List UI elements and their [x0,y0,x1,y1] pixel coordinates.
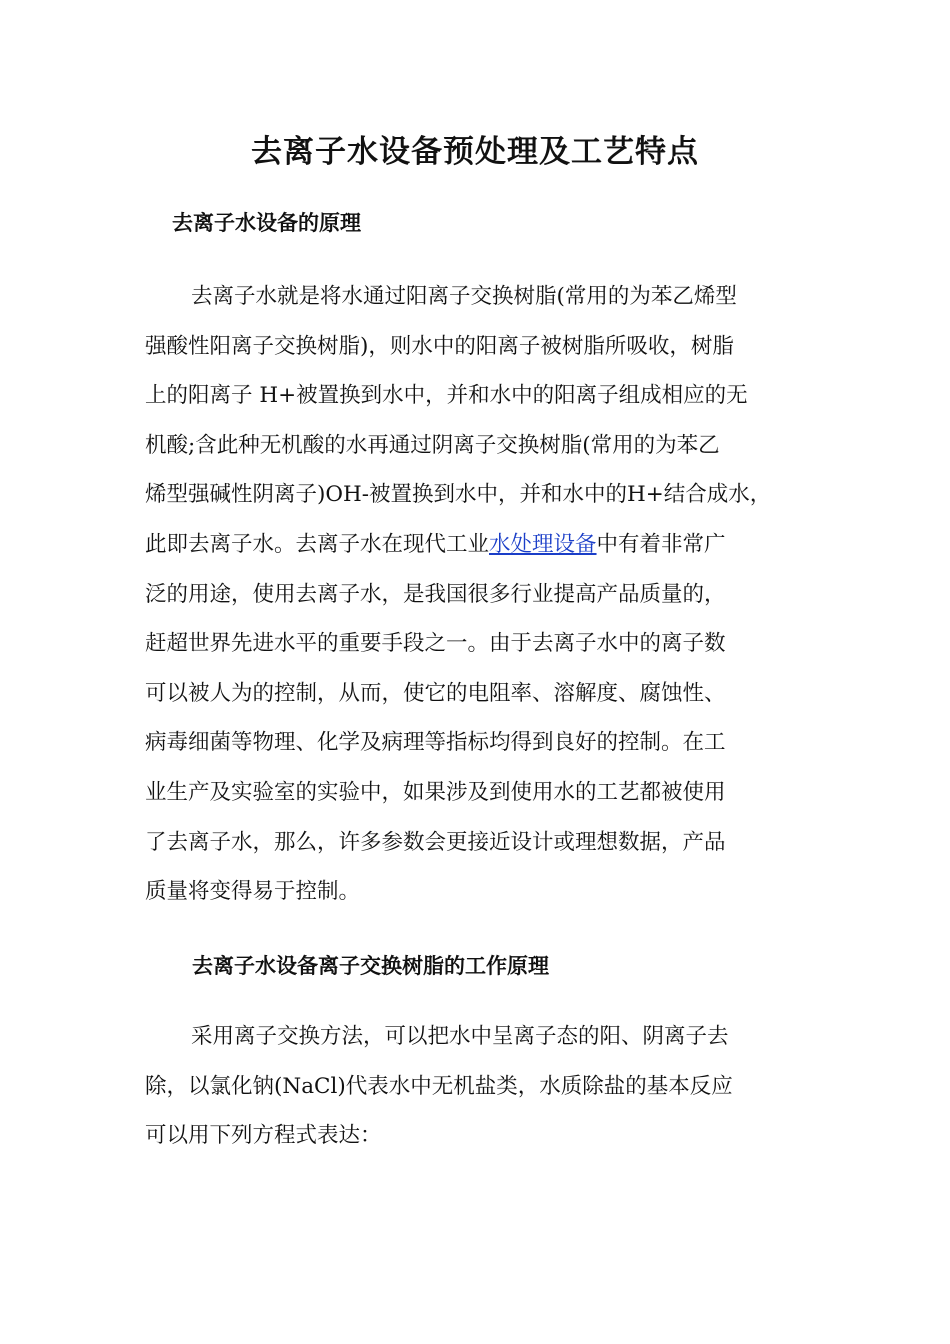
paragraph-line: 病毒细菌等物理、化学及病理等指标均得到良好的控制。在工 [145,730,726,756]
paragraph-principle [145,272,810,917]
paragraph-line: 除，以氯化钠(NaCl)代表水中无机盐类，水质除盐的基本反应 [145,1073,733,1099]
paragraph-line-with-link [145,520,810,570]
paragraph-line: 烯型强碱性阴离子)OH-被置换到水中，并和水中的H+结合成水， [145,482,772,508]
paragraph-line: 赶超世界先进水平的重要手段之一。由于去离子水中的离子数 [145,631,726,657]
paragraph-line: 可以用下列方程式表达： [145,1123,382,1149]
paragraph-line: 上的阳离子 H+被置换到水中，并和水中的阳离子组成相应的无 [145,383,748,409]
paragraph-line: 可以被人为的控制，从而，使它的电阻率、溶解度、腐蚀性、 [145,680,726,706]
paragraph-line: 机酸;含此种无机酸的水再通过阴离子交换树脂(常用的为苯乙 [145,432,720,458]
paragraph-line: 业生产及实验室的实验中，如果涉及到使用水的工艺都被使用 [145,779,726,805]
paragraph-line-text: 中有着非常广 [596,531,726,557]
paragraph-line: 质量将变得易于控制。 [145,879,361,905]
paragraph-line: 去离子水就是将水通过阳离子交换树脂(常用的为苯乙烯型 [191,284,737,309]
section-heading-principle: 去离子水设备的原理 [172,210,361,235]
paragraph-line: 采用离子交换方法，可以把水中呈离子态的阳、阴离子去 [191,1024,729,1049]
paragraph-resin-principle [145,1012,810,1161]
paragraph-line: 泛的用途，使用去离子水，是我国很多行业提高产品质量的， [145,581,726,607]
paragraph-line: 了去离子水，那么，许多参数会更接近设计或理想数据，产品 [145,829,726,855]
paragraph-line: 强酸性阳离子交换树脂)，则水中的阳离子被树脂所吸收，树脂 [145,333,734,359]
water-treatment-equipment-link[interactable]: 水处理设备 [489,531,597,557]
document-title: 去离子水设备预处理及工艺特点 [251,134,699,170]
paragraph-line-text: 此即去离子水。去离子水在现代工业 [145,531,490,557]
section-heading-resin-principle: 去离子水设备离子交换树脂的工作原理 [192,953,549,978]
